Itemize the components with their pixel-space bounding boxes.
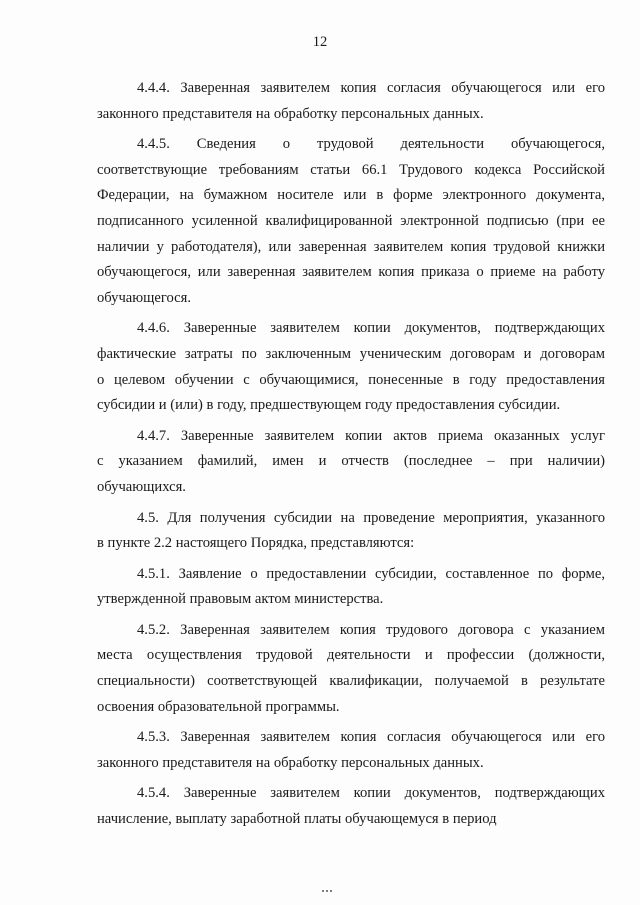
paragraph-line: 4.4.4. Заверенная заявителем копия согласия обучающегося или его — [137, 80, 605, 96]
paragraph-line: начисление, выплату заработной платы обучающемуся в период — [97, 811, 497, 828]
paragraph-line: 4.5. Для получения субсидии на проведение мероприятия, указанного — [137, 509, 605, 526]
paragraph-line: места осуществления трудовой деятельности и профессии (должности, — [97, 647, 605, 664]
paragraph — [97, 316, 605, 418]
paragraph-line: 4.4.7. Заверенные заявителем копии актов приема оказанных услуг — [137, 427, 605, 444]
paragraph-line: соответствующие требованиям статьи 66.1 Трудового кодекса Российской — [97, 161, 605, 178]
paragraph-line: 4.5.3. Заверенная заявителем копия согласия обучающегося или его — [137, 729, 605, 746]
paragraph-line: подписанного усиленной квалифицированной электронной подписью (при ее — [97, 212, 605, 229]
paragraph — [97, 132, 605, 311]
page-number: 12 — [312, 34, 328, 50]
paragraph-line: субсидии и (или) в году, предшествующем году предоставления субсидии. — [97, 397, 561, 414]
paragraph-line: обучающихся. — [97, 478, 186, 495]
paragraph — [97, 424, 605, 501]
paragraph — [97, 562, 605, 613]
paragraph-line: 4.4.5. Сведения о трудовой деятельности обучающегося, — [137, 136, 605, 153]
paragraph-line: законного представителя на обработку персональных данных. — [97, 754, 484, 771]
paragraph-line: утвержденной правовым актом министерства. — [97, 591, 384, 608]
paragraph — [97, 725, 605, 776]
paragraph-line: 4.5.2. Заверенная заявителем копия трудового договора с указанием — [137, 621, 605, 638]
document-body — [97, 76, 605, 838]
paragraph-line: наличии у работодателя), или заверенная заявителем копия трудовой книжки — [97, 238, 605, 255]
paragraph — [97, 781, 605, 832]
paragraph-line: 4.5.4. Заверенные заявителем копии документов, подтверждающих — [137, 785, 605, 802]
paragraph — [97, 506, 605, 557]
scan-artifact — [322, 890, 334, 893]
paragraph-line: фактические затраты по заключенным ученическим договорам и договорам — [97, 345, 605, 362]
paragraph — [97, 618, 605, 720]
paragraph-line: 4.5.1. Заявление о предоставлении субсидии, составленное по форме, — [137, 565, 605, 582]
paragraph-line: Федерации, на бумажном носителе или в форме электронного документа, — [97, 187, 605, 204]
paragraph-line: обучающегося, или заверенная заявителем копия приказа о приеме на работу — [97, 264, 605, 281]
paragraph-line: законного представителя на обработку персональных данных. — [97, 105, 484, 122]
paragraph-line: о целевом обучении с обучающимися, понесенные в году предоставления — [97, 371, 605, 388]
paragraph-line: в пункте 2.2 настоящего Порядка, представляются: — [97, 535, 415, 552]
paragraph — [97, 76, 605, 127]
paragraph-line: освоения образовательной программы. — [97, 698, 340, 715]
paragraph-line: с указанием фамилий, имен и отчеств (последнее – при наличии) — [97, 453, 605, 470]
paragraph-line: специальности) соответствующей квалификации, получаемой в результате — [97, 673, 605, 690]
paragraph-line: 4.4.6. Заверенные заявителем копии документов, подтверждающих — [137, 320, 605, 337]
paragraph-line: обучающегося. — [97, 289, 192, 306]
